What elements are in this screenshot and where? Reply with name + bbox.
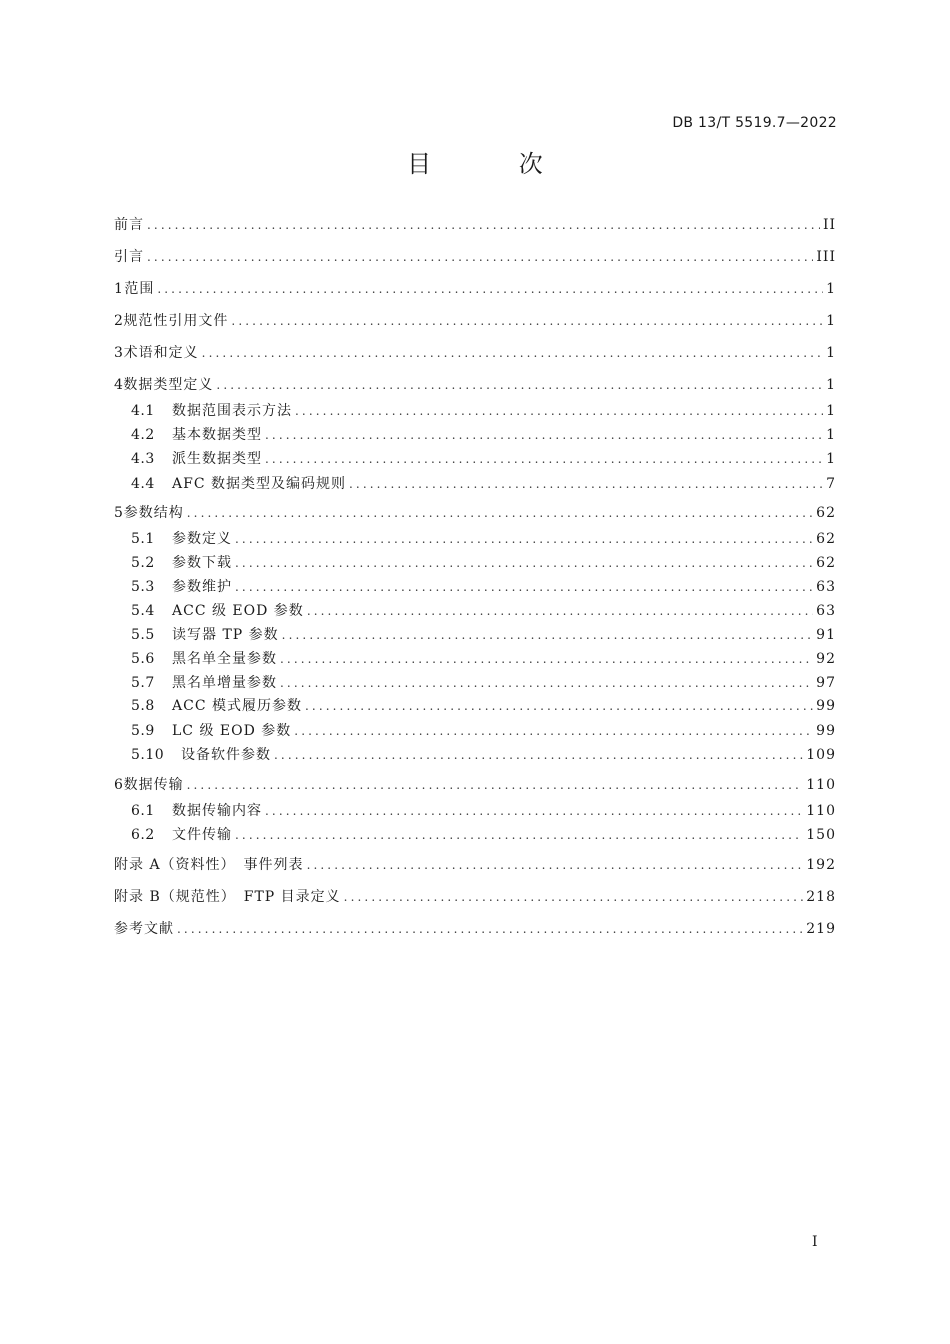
toc-label: 文件传输 — [172, 827, 232, 843]
toc-entry-5[interactable] — [114, 502, 836, 524]
toc-leader-dots — [235, 528, 813, 550]
toc-number: 5.6 — [131, 651, 155, 667]
toc-leader-dots — [187, 502, 813, 524]
toc-entry-5-9[interactable] — [114, 720, 836, 742]
toc-page: III — [816, 249, 836, 265]
toc-entry-6-2[interactable] — [114, 824, 836, 846]
toc-label: 参考文献 — [114, 921, 174, 937]
toc-page: 192 — [806, 857, 836, 873]
toc-label: 数据类型定义 — [123, 377, 214, 393]
toc-label: LC 级 EOD 参数 — [172, 723, 292, 739]
toc-label: AFC 数据类型及编码规则 — [172, 476, 346, 492]
toc-page: 1 — [826, 345, 836, 361]
toc-page: 150 — [806, 827, 836, 843]
toc-entry-5-4[interactable] — [114, 600, 836, 622]
toc-entry-4-1[interactable] — [114, 400, 836, 422]
toc-entry-6[interactable] — [114, 774, 836, 796]
toc-page: 1 — [826, 403, 836, 419]
toc-number: 4.3 — [131, 451, 155, 467]
page-title: 目 次 — [407, 150, 583, 178]
toc-page: 110 — [806, 803, 836, 819]
toc-entry-3[interactable] — [114, 342, 836, 364]
toc-entry-5-8[interactable] — [114, 695, 836, 717]
toc-leader-dots — [307, 854, 804, 876]
toc-entry-5-10[interactable] — [114, 744, 836, 766]
toc-leader-dots — [305, 695, 813, 717]
toc-label: 读写器 TP 参数 — [172, 627, 279, 643]
toc-leader-dots — [147, 246, 813, 268]
toc-entry-introduction[interactable] — [114, 246, 836, 268]
toc-entry-appendix-a[interactable] — [114, 854, 836, 876]
toc-leader-dots — [349, 473, 823, 495]
toc-leader-dots — [280, 672, 813, 694]
toc-label: 黑名单增量参数 — [172, 675, 277, 691]
toc-number: 5.8 — [131, 698, 155, 714]
toc-page: 7 — [826, 476, 836, 492]
toc-number: 6 — [114, 777, 124, 793]
toc-label: ACC 模式履历参数 — [172, 698, 302, 714]
toc-number: 5.4 — [131, 603, 155, 619]
toc-leader-dots — [235, 824, 803, 846]
toc-leader-dots — [294, 720, 813, 742]
toc-entry-appendix-b[interactable] — [114, 886, 836, 908]
toc-number: 5.5 — [131, 627, 155, 643]
toc-leader-dots — [216, 374, 823, 396]
toc-leader-dots — [265, 800, 803, 822]
doc-code: DB 13/T 5519.7—2022 — [672, 115, 837, 131]
toc-leader-dots — [157, 278, 823, 300]
toc-label: 数据范围表示方法 — [172, 403, 292, 419]
toc-label: 参数下载 — [172, 555, 232, 571]
toc-entry-foreword[interactable] — [114, 214, 836, 236]
toc-page: 1 — [826, 451, 836, 467]
toc-label: 附录 A（资料性） 事件列表 — [114, 857, 304, 873]
toc-entry-5-7[interactable] — [114, 672, 836, 694]
toc-page: 1 — [826, 313, 836, 329]
toc-page: 1 — [826, 281, 836, 297]
toc-leader-dots — [265, 424, 823, 446]
toc-page: 92 — [816, 651, 836, 667]
toc-number: 5.7 — [131, 675, 155, 691]
toc-number: 6.2 — [131, 827, 155, 843]
toc-label: 黑名单全量参数 — [172, 651, 277, 667]
toc-page: 99 — [816, 723, 836, 739]
toc-page: 110 — [806, 777, 836, 793]
toc-page: 91 — [816, 627, 836, 643]
toc-leader-dots — [231, 310, 823, 332]
toc-entry-4-3[interactable] — [114, 448, 836, 470]
toc-page: 109 — [806, 747, 836, 763]
toc-page: 62 — [816, 531, 836, 547]
toc-number: 2 — [114, 313, 124, 329]
toc-number: 5 — [114, 505, 124, 521]
toc-leader-dots — [202, 342, 823, 364]
toc-number: 3 — [114, 345, 124, 361]
toc-leader-dots — [307, 600, 813, 622]
toc-label: 引言 — [114, 249, 144, 265]
toc-number: 5.3 — [131, 579, 155, 595]
toc-entry-6-1[interactable] — [114, 800, 836, 822]
toc-number: 4 — [114, 377, 124, 393]
toc-page: 62 — [816, 555, 836, 571]
toc-leader-dots — [274, 744, 803, 766]
toc-page: 1 — [826, 377, 836, 393]
toc-leader-dots — [344, 886, 804, 908]
toc-leader-dots — [147, 214, 820, 236]
toc-entry-4-4[interactable] — [114, 473, 836, 495]
toc-leader-dots — [282, 624, 814, 646]
toc-label: 参数维护 — [172, 579, 232, 595]
toc-entry-5-1[interactable] — [114, 528, 836, 550]
toc-leader-dots — [177, 918, 803, 940]
toc-label: 设备软件参数 — [181, 747, 271, 763]
toc-label: 参数定义 — [172, 531, 232, 547]
toc-number: 5.9 — [131, 723, 155, 739]
toc-entry-2[interactable] — [114, 310, 836, 332]
toc-page: 219 — [806, 921, 836, 937]
toc-number: 4.2 — [131, 427, 155, 443]
toc-page: 63 — [816, 579, 836, 595]
toc-label: 数据传输内容 — [172, 803, 262, 819]
toc-number: 4.4 — [131, 476, 155, 492]
toc-entry-5-6[interactable] — [114, 648, 836, 670]
toc-label: 前言 — [114, 217, 144, 233]
page-number: I — [812, 1234, 818, 1250]
toc-label: 基本数据类型 — [172, 427, 262, 443]
toc-number: 4.1 — [131, 403, 155, 419]
toc-entry-4[interactable] — [114, 374, 836, 396]
toc-label: 参数结构 — [123, 505, 184, 521]
toc-leader-dots — [295, 400, 823, 422]
toc-label: ACC 级 EOD 参数 — [172, 603, 304, 619]
toc-leader-dots — [235, 552, 813, 574]
toc-page: II — [822, 217, 836, 233]
toc-page: 97 — [816, 675, 836, 691]
toc-label: 规范性引用文件 — [123, 313, 229, 329]
toc-label: 范围 — [124, 281, 155, 297]
toc-page: 99 — [816, 698, 836, 714]
toc-number: 5.1 — [131, 531, 155, 547]
toc-label: 术语和定义 — [123, 345, 199, 361]
toc-leader-dots — [187, 774, 804, 796]
toc-label: 数据传输 — [123, 777, 184, 793]
toc-entry-5-3[interactable] — [114, 576, 836, 598]
toc-entry-4-2[interactable] — [114, 424, 836, 446]
toc-entry-1[interactable] — [114, 278, 836, 300]
toc-page: 62 — [816, 505, 836, 521]
toc-number: 6.1 — [131, 803, 155, 819]
toc-entry-5-2[interactable] — [114, 552, 836, 574]
toc-leader-dots — [235, 576, 813, 598]
toc-page: 218 — [806, 889, 836, 905]
toc-page: 63 — [816, 603, 836, 619]
toc-leader-dots — [280, 648, 813, 670]
toc-number: 5.2 — [131, 555, 155, 571]
toc-number: 5.10 — [131, 747, 165, 763]
toc-label: 附录 B（规范性） FTP 目录定义 — [114, 889, 341, 905]
toc-entry-references[interactable] — [114, 918, 836, 940]
toc-leader-dots — [265, 448, 823, 470]
toc-page: 1 — [826, 427, 836, 443]
toc-entry-5-5[interactable] — [114, 624, 836, 646]
toc-label: 派生数据类型 — [172, 451, 262, 467]
toc-number: 1 — [114, 281, 124, 297]
